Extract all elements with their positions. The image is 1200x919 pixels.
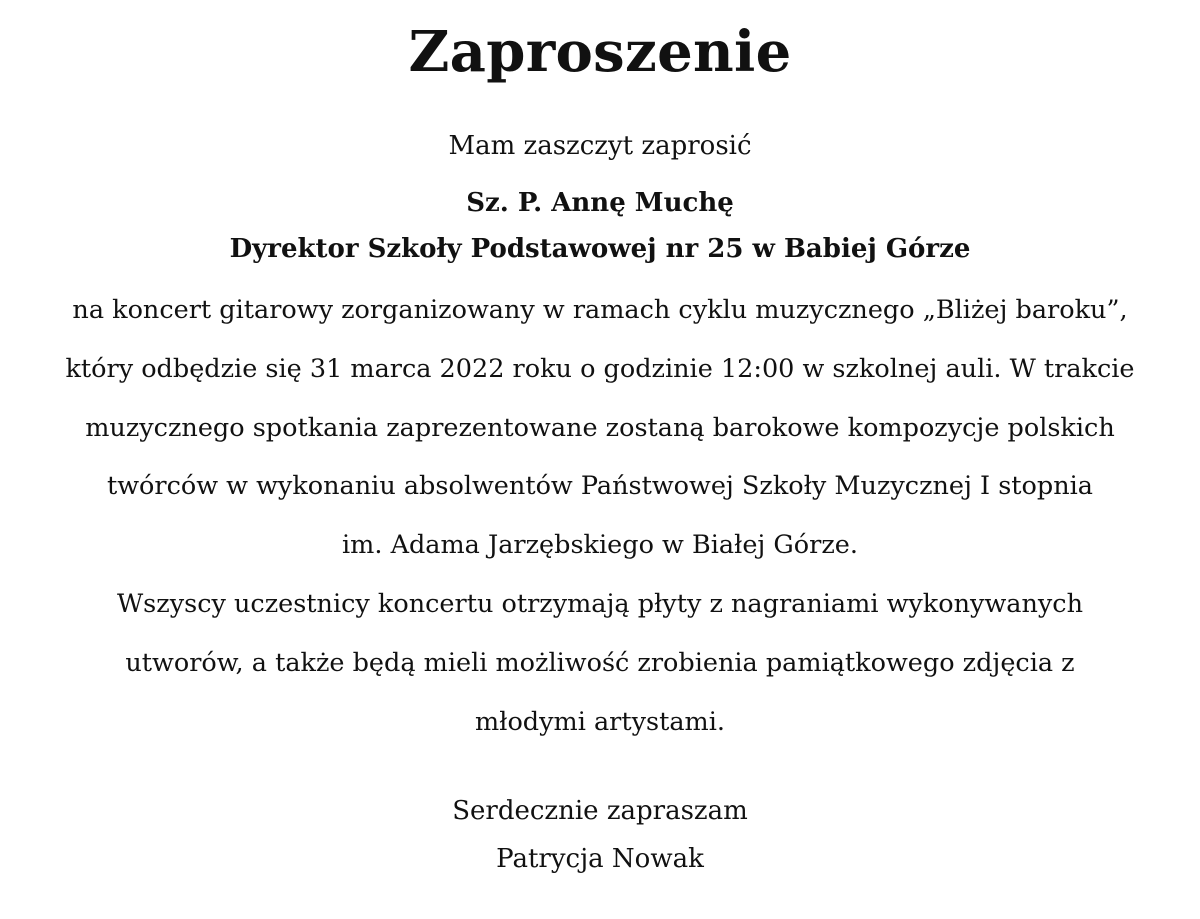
body-line: utworów, a także będą mieli możliwość zrobienia pamiątkowego zdjęcia z xyxy=(125,647,1075,678)
body-line: im. Adama Jarzębskiego w Białej Górze. xyxy=(342,530,858,561)
body-line: muzycznego spotkania zaprezentowane zostaną barokowe kompozycje polskich xyxy=(85,412,1115,443)
recipient-position: Dyrektor Szkoły Podstawowej nr 25 w Babiej Górze xyxy=(229,234,971,264)
body-line: na koncert gitarowy zorganizowany w ramach cyklu muzycznego „Bliżej baroku”, xyxy=(72,295,1128,325)
invitation-body xyxy=(0,281,1200,751)
recipient-block xyxy=(0,180,1200,272)
body-line: młodymi artystami. xyxy=(475,706,725,737)
recipient-name: Sz. P. Annę Muchę xyxy=(466,188,734,218)
body-line: twórców w wykonaniu absolwentów Państwowej Szkoły Muzycznej I stopnia xyxy=(106,471,1094,502)
closing-line: Serdecznie zapraszam xyxy=(452,796,748,826)
closing-block xyxy=(0,787,1200,883)
body-line: który odbędzie się 31 marca 2022 roku o godzinie 12:00 w szkolnej auli. W trakcie xyxy=(65,353,1135,384)
signature: Patrycja Nowak xyxy=(496,844,704,874)
greeting-line: Mam zaszczyt zaprosić xyxy=(448,131,752,161)
body-line: Wszyscy uczestnicy koncertu otrzymają płyty z nagraniami wykonywanych xyxy=(116,588,1084,619)
document-title: Zaproszenie xyxy=(408,19,792,85)
